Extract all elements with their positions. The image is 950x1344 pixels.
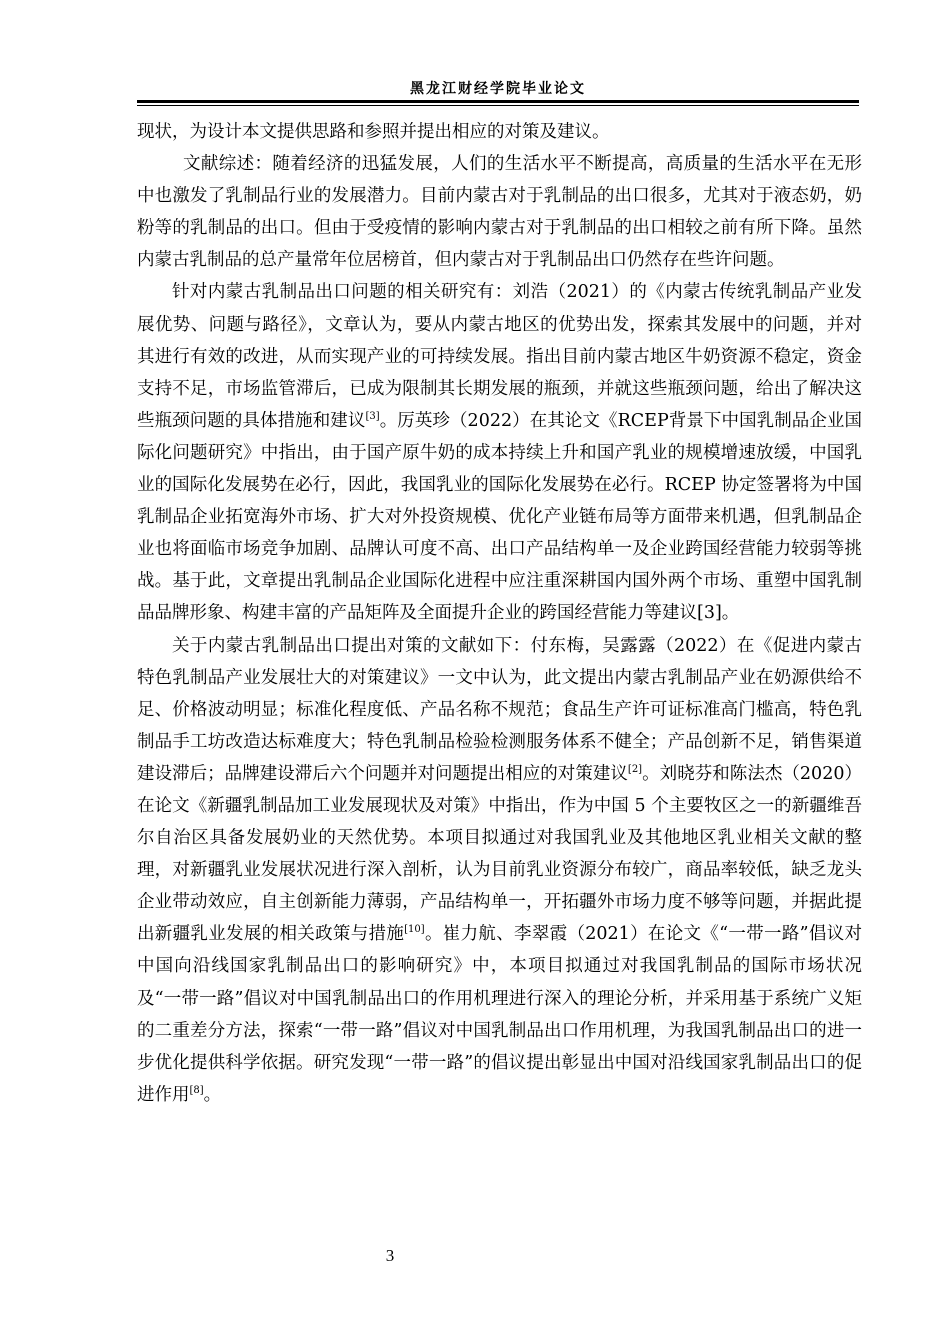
paragraph-export-countermeasures: [137, 630, 862, 1111]
paragraph-text: 针对内蒙古乳制品出口问题的相关研究有：刘浩（2021）的《内蒙古传统乳制品产业发展优势、问题与路径》，文章认为，要从内蒙古地区的优势出发，探索其发展中的问题，并对其进行有效的改进，从而实现产业的可持续发展。指出目前内蒙古地区牛奶资源不稳定，资金支持不足，市场监管滞后，已成为限制其长期发展的瓶颈，并就这些瓶颈问题，给出了解决这些瓶颈问题的具体措施和建议: [137, 282, 862, 431]
paragraph-text: 。: [203, 1084, 222, 1105]
paragraph-export-problems: [137, 276, 862, 629]
paragraph-text: 。厉英珍（2022）在其论文《RCEP背景下中国乳制品企业国际化问题研究》中指出，由于国产原牛奶的成本持续上升和国产乳业的规模增速放缓，中国乳业的国际化发展势在必行，因此，我国乳业的国际化发展势在必行。RCEP 协定签署将为中国乳制品企业拓宽海外市场、扩大对外投资规模、优化产业链布局等方面带来机遇，但乳制品企业也将面临市场竞争加剧、品牌认可度不高、出口产品结构单一及企业跨国经营能力较弱等挑战。基于此，文章提出乳制品企业国际化进程中应注重深耕国内国外两个市场、重塑中国乳制品品牌形象、构建丰富的产品矩阵及全面提升企业的跨国经营能力等建议[3]。: [137, 410, 863, 624]
page-number: 3: [385, 1246, 395, 1265]
paragraph-literature-review: 文献综述：随着经济的迅猛发展，人们的生活水平不断提高，高质量的生活水平在无形中也激发了乳制品行业的发展潜力。目前内蒙古对于乳制品的出口很多，尤其对于液态奶，奶粉等的乳制品的出口。但由于受疫情的影响内蒙古对于乳制品的出口相较之前有所下降。虽然内蒙古乳制品的总产量常年位居榜首，但内蒙古对于乳制品出口仍然存在些许问题。: [137, 154, 862, 271]
body-text: [137, 116, 862, 1111]
citation-marker: [10]: [404, 924, 425, 936]
header-rule-thick: [137, 100, 859, 103]
paragraph-text: 关于内蒙古乳制品出口提出对策的文献如下：付东梅，吴露露（2022）在《促进内蒙古特色乳制品产业发展壮大的对策建议》一文中认为，此文提出内蒙古乳制品产业在奶源供给不足、价格波动明显；标准化程度低、产品名称不规范；食品生产许可证标准高门槛高，特色乳制品手工坊改造达标难度大；特色乳制品检验检测服务体系不健全；产品创新不足，销售渠道建设滞后；品牌建设滞后六个问题并对问题提出相应的对策建议: [137, 635, 862, 784]
header-rule-thin: [137, 105, 859, 106]
paragraph-text: 。崔力航、李翠霞（2021）在论文《“一带一路”倡议对中国向沿线国家乳制品出口的影响研究》中，本项目拟通过对我国乳制品的国际市场状况及“一带一路”倡议对中国乳制品出口的作用机理进行深入的理论分析，并采用基于系统广义矩的二重差分方法，探索“一带一路”倡议对中国乳制品出口作用机理，为我国乳制品出口的进一步优化提供科学依据。研究发现“一带一路”的倡议提出彰显出中国对沿线国家乳制品出口的促进作用: [137, 924, 863, 1105]
paragraph-continuation: 现状，为设计本文提供思路和参照并提出相应的对策及建议。: [137, 122, 610, 142]
citation-marker: [8]: [189, 1084, 204, 1096]
citation-marker: [2]: [627, 764, 643, 776]
citation-marker: [3]: [365, 411, 380, 423]
paragraph-text: 。刘晓芬和陈法杰（2020）在论文《新疆乳制品加工业发展现状及对策》中指出，作为中国 5 个主要牧区之一的新疆维吾尔自治区具备发展奶业的天然优势。本项目拟通过对我国乳业及其他地区乳业相关文献的整理，对新疆乳业发展状况进行深入剖析，认为目前乳业资源分布较广，商品率较低，缺乏龙头企业带动效应，自主创新能力薄弱，产品结构单一，开拓疆外市场力度不够等问题，并据此提出新疆乳业发展的相关政策与措施: [137, 763, 862, 945]
running-header: 黑龙江财经学院毕业论文: [410, 81, 586, 97]
